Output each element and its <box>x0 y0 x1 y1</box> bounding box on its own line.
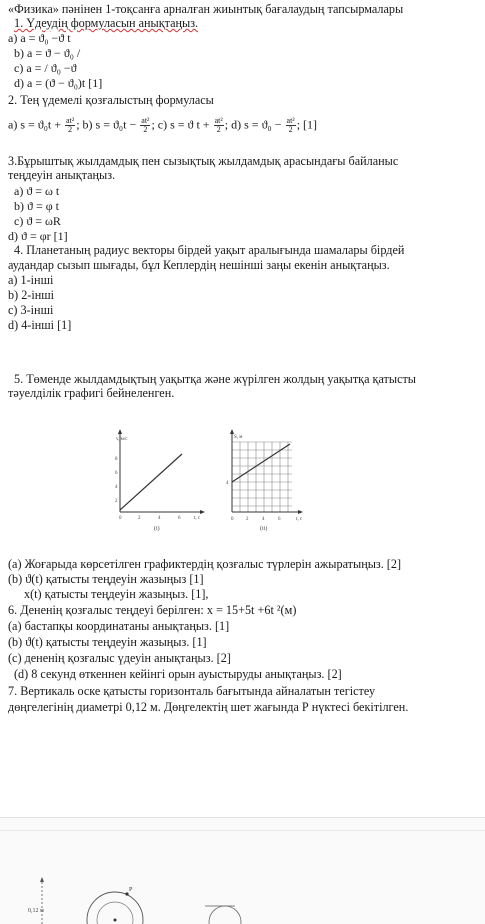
q7-title-line1: 7. Вертикаль оске қатысты горизонталь бағытында айналатын тегістеу <box>8 684 376 698</box>
q6-part-a: (a) бастапқы координатаны анықтаңыз. [1] <box>8 619 230 633</box>
q6-title: 6. Дененің қозғалыс теңдеуі берілген: x = 15+5t +6t ²(м) <box>8 603 297 617</box>
graph2-ylabel: S, м <box>234 435 243 440</box>
graph-1 <box>115 429 205 532</box>
q4-title-line1: 4. Планетаның радиус векторы бірдей уақыт аралығында шамалары бірдей <box>14 243 405 257</box>
x-tick-label: 2 <box>246 517 249 522</box>
x-arrow <box>298 510 303 514</box>
x-tick-label: 2 <box>138 516 141 521</box>
q4-option-d: d) 4-інші [1] <box>8 318 72 332</box>
x-tick-label: 0 <box>119 516 122 521</box>
graph1-caption: (i) <box>154 526 160 532</box>
q5-title-line2: тәуелділік графигі бейнеленген. <box>8 386 175 400</box>
q1-option-d: d) a = (ϑ − ϑ₀)t [1] <box>14 76 103 90</box>
wheel-center <box>114 919 117 922</box>
q7-title-line2: дөңгелегінің диаметрі 0,12 м. Дөңгелектің шет жағында Р нүктесі бекітілген. <box>8 700 409 714</box>
y-tick-label: 6 <box>115 471 118 476</box>
y-tick-label: 4 <box>226 481 229 486</box>
y-arrow <box>118 429 122 434</box>
q3-title-line2: теңдеуін анықтаңыз. <box>8 168 116 182</box>
x-axis-label: t, с <box>296 517 303 522</box>
grid <box>232 442 292 512</box>
q1-title: 1. Үдеудің формуласын анықтаңыз. <box>14 16 199 30</box>
q7-figure <box>0 860 485 924</box>
x-arrow <box>200 510 205 514</box>
x-axis-label: t, с <box>194 516 201 521</box>
fraction: $\frac{\text{at²}}{2}$ <box>214 116 223 134</box>
q3-option-c: c) ϑ = ωR <box>14 214 61 228</box>
q6-part-b: (b) ϑ(t) қатысты теңдеуін жазыңыз. [1] <box>8 635 207 649</box>
v-t-line <box>120 454 182 510</box>
x-tick-label: 6 <box>178 516 181 521</box>
fraction: $\frac{\text{at²}}{2}$ <box>286 116 295 134</box>
q1-option-c: c) a = / ϑ₀ −ϑ <box>14 61 77 75</box>
q6-part-d: (d) 8 секунд өткеннен кейінгі орын ауыстыруды анықтаңыз. [2] <box>14 667 342 681</box>
q5-graphs <box>110 402 362 542</box>
y-arrow <box>230 429 234 434</box>
diameter-label: 0,12 м <box>28 908 44 914</box>
q5-part-b: (b) ϑ(t) қатысты теңдеуін жазыңыз [1] <box>8 572 204 586</box>
q3-title-line1: 3.Бұрыштық жылдамдық пен сызықтық жылдамдық арасындағы байланыс <box>8 154 399 168</box>
q5-part-a: (a) Жоғарыда көрсетілген графиктердің қозғалыс түрлерін ажыратыңыз. [2] <box>8 557 402 571</box>
y-tick-label: 4 <box>115 485 118 490</box>
q2-options: a) s = ϑ₀t + $\frac{\text{at²}}{2}$ ; b) s = ϑ₀t − $\frac{\text{at²}}{2}$ ; c) s = ϑ t + $\frac{\text{at²}}{2}$ ; d) s = ϑ₀ − $\frac{\text{at²}}{2}$ ; [1] <box>8 116 318 134</box>
x-tick-label: 4 <box>262 517 265 522</box>
q2-title: 2. Тең үдемелі қозғалыстың формуласы <box>8 93 214 107</box>
q1-option-a: a) a = ϑ₀ −ϑ t <box>8 31 71 45</box>
q4-option-b: b) 2-інші <box>8 288 55 302</box>
axis-arrow <box>40 877 44 882</box>
fraction: $\frac{\text{at²}}{2}$ <box>66 116 75 134</box>
q6-part-c: (c) дененің қозғалыс үдеуін анықтаңыз. [2] <box>8 651 231 665</box>
graph-2 <box>226 429 303 532</box>
q5-part-b2: x(t) қатысты теңдеуін жазыңыз. [1], <box>24 587 209 601</box>
divider <box>0 817 485 818</box>
graph2-caption: (ii) <box>260 526 268 532</box>
graphs-svg <box>110 402 362 542</box>
x-tick-label: 4 <box>158 516 161 521</box>
q1-option-b: b) a = ϑ − ϑ₀ / <box>14 46 81 60</box>
q4-option-c: c) 3-інші <box>8 303 54 317</box>
wheel-side <box>209 906 241 924</box>
q3-option-d: d) ϑ = φr [1] <box>8 229 68 243</box>
q5-title-line1: 5. Төменде жылдамдықтың уақытқа және жүрілген жолдың уақытқа қатысты <box>14 372 416 386</box>
q4-option-a: a) 1-інші <box>8 273 54 287</box>
fraction: $\frac{\text{at²}}{2}$ <box>141 116 150 134</box>
q3-option-b: b) ϑ = φ t <box>14 199 59 213</box>
y-tick-label: 2 <box>115 499 118 504</box>
point-p-label: P <box>129 887 133 893</box>
divider <box>0 830 485 831</box>
x-tick-label: 0 <box>231 517 234 522</box>
x-tick-label: 6 <box>278 517 281 522</box>
graph1-ylabel: v, м/с <box>116 437 128 442</box>
q3-option-a: a) ϑ = ω t <box>14 184 60 198</box>
q4-title-line2: аудандар сызып шығады, бұл Кеплердің нешінші заңы екенін анықтаңыз. <box>8 258 390 272</box>
page-header: «Физика» пәнінен 1-тоқсанға арналған жиынтық бағалаудың тапсырмалары <box>8 2 404 16</box>
y-tick-label: 8 <box>115 457 118 462</box>
